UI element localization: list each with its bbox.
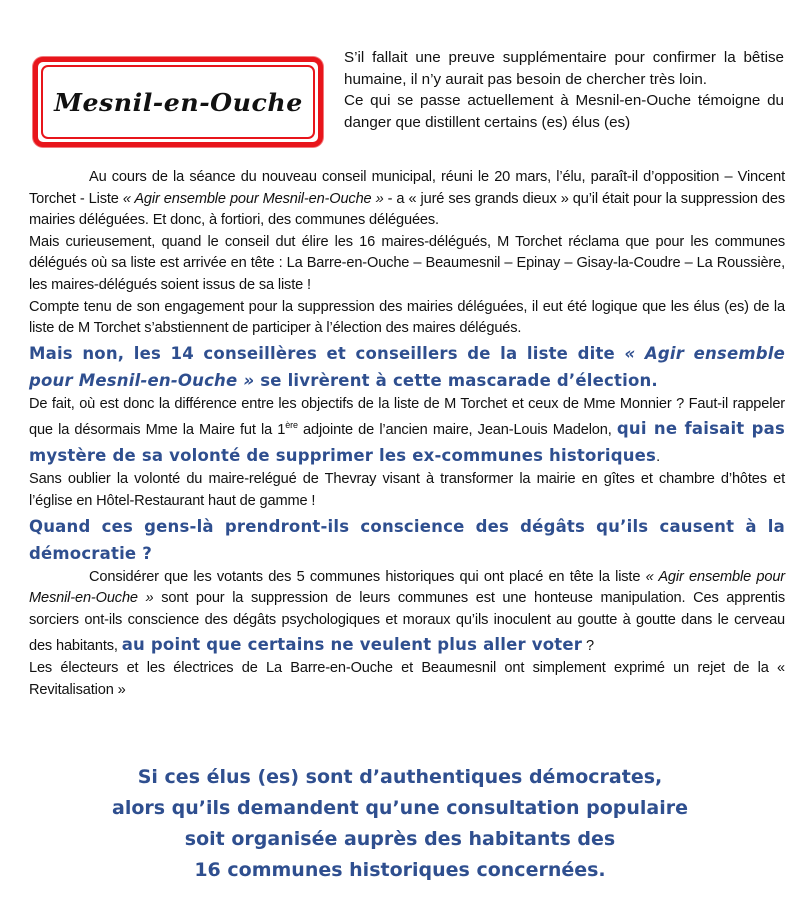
emphasis-blue: qui ne faisait pas mystère de sa volonté de supprimer les ex-communes historiques [29, 419, 786, 466]
town-sign-title: Mesnil-en-Ouche [53, 87, 303, 117]
text-run: adjointe de l’ancien maire, Jean-Louis Madelon, [297, 422, 617, 439]
paragraph-manipulation [29, 567, 785, 659]
text-run: - a « juré ses grands dieux » qu’il était pour la suppression des mairies déléguées. Et donc, à fortiori, des communes déléguées. [29, 190, 785, 229]
intro-paragraph-2: Ce qui se passe actuellement à Mesnil-en-Ouche témoigne du danger que distillent certains (es) élus (es) [344, 92, 784, 131]
conclusion-line: 16 communes historiques concernées. [194, 859, 606, 881]
paragraph-thevray: Sans oublier la volonté du maire-relégué de Thevray visant à transformer la mairie en gîtes et chambre d’hôtes et l’église en Hôtel-Restaurant haut de gamme ! [29, 471, 785, 509]
intro-paragraph-1: S’il fallait une preuve supplémentaire pour confirmer la bêtise humaine, il n’y aurait pas besoin de chercher très loin. [344, 49, 784, 88]
superscript: ère [285, 420, 298, 431]
conclusion-callout [60, 762, 740, 886]
text-run: sont pour la suppression de leurs communes est une honteuse manipulation. Ces apprentis sorciers ont-ils conscience des dégâts psychologiques et moraux qu’ils inoculent au goutte à goutte dans le cerveau des habitants, [29, 590, 785, 655]
text-run: De fait, où est donc la différence entre les objectifs de la liste de M Torchet et ceux de Mme Monnier ? Faut-il rappeler que la désormais Mme la Maire fut la 1 [29, 395, 785, 439]
conclusion-line: alors qu’ils demandent qu’une consultation populaire [112, 797, 688, 819]
text-run: Au cours de la séance du nouveau conseil municipal, réuni le 20 mars, l’élu, paraît-il d’opposition – Vincent Torchet - Liste [29, 169, 785, 207]
article-body [29, 167, 785, 702]
town-sign-inner-border [41, 65, 315, 139]
text-run: . [656, 449, 660, 466]
text-run: Considérer que les votants des 5 communes historiques qui ont placé en tête la liste [89, 568, 646, 585]
text-run: ? [582, 638, 594, 655]
paragraph-question-emphasis: Quand ces gens-là prendront-ils conscience des dégâts qu’ils causent à la démocratie ? [29, 516, 785, 563]
intro-block [344, 47, 784, 133]
emphasis-blue: au point que certains ne veulent plus aller voter [121, 635, 583, 655]
paragraph-council-session [29, 167, 785, 232]
town-sign [33, 57, 323, 147]
text-run: se livrèrent à cette mascarade d’élection. [254, 370, 658, 390]
paragraph-difference [29, 394, 785, 470]
list-name-italic: « Agir ensemble pour Mesnil-en-Ouche » [29, 568, 785, 607]
paragraph-logic: Compte tenu de son engagement pour la suppression des mairies déléguées, il eut été logique que les élus (es) de la liste de M Torchet s’abstiennent de participer à l’élection des maires délégués. [29, 298, 785, 337]
paragraph-voters: Les électeurs et les électrices de La Barre-en-Ouche et Beaumesnil ont simplement exprimé un rejet de la « Revitalisation » [29, 660, 785, 698]
list-name-italic: « Agir ensemble pour Mesnil-en-Ouche » [122, 190, 384, 207]
conclusion-line: soit organisée auprès des habitants des [184, 828, 616, 850]
paragraph-mascarade-emphasis [29, 340, 785, 394]
conclusion-line: Si ces élus (es) sont d’authentiques démocrates, [137, 766, 663, 788]
text-run: Mais non, les 14 conseillères et conseillers de la liste dite [29, 343, 625, 363]
paragraph-election-request: Mais curieusement, quand le conseil dut élire les 16 maires-délégués, M Torchet réclama que pour les communes délégués où sa liste est arrivée en tête : La Barre-en-Ouche – Beaumesnil – Epinay – Gisay-la-Coudre – La Roussière, les maires-délégués soient issus de sa liste ! [29, 233, 785, 293]
list-name-italic: « Agir ensemble pour Mesnil-en-Ouche » [29, 343, 785, 390]
